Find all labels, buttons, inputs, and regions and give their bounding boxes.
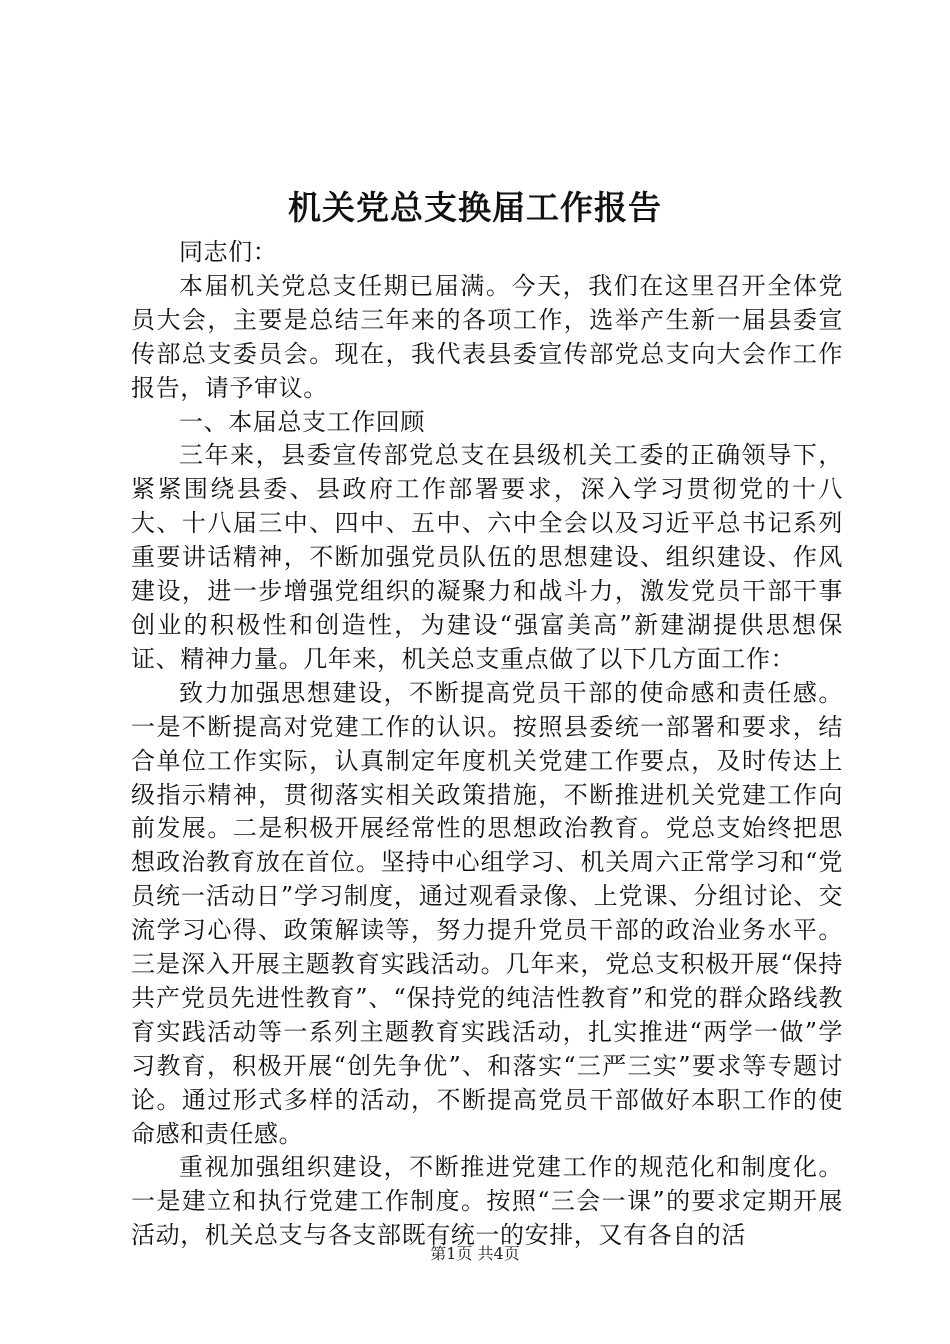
section-heading: 一、本届总支工作回顾 [179, 407, 425, 436]
ideology-paragraph: 致力加强思想建设，不断提高党员干部的使命感和责任感。一是不断提高对党建工作的认识。按照县委统一部署和要求，结合单位工作实际，认真制定年度机关党建工作要点，及时传达上级指示精神，贯彻落实相关政策措施，不断推进机关党建工作向前发展。二是积极开展经常性的思想政治教育。党总支始终把思想政治教育放在首位。坚持中心组学习、机关周六正常学习和“党员统一活动日”学习制度，通过观看录像、上党课、分组讨论、交流学习心得、政策解读等，努力提升党员干部的政治业务水平。三是深入开展主题教育实践活动。几年来，党总支积极开展“保持共产党员先进性教育”、“保持党的纯洁性教育”和党的群众路线教育实践活动等一系列主题教育实践活动，扎实推进“两学一做”学习教育，积极开展“创先争优”、和落实“三严三实”要求等专题讨论。通过形式多样的活动，不断提高党员干部做好本职工作的使命感和责任感。 [131, 678, 843, 1148]
page-footer [0, 1243, 950, 1265]
review-paragraph: 三年来，县委宣传部党总支在县级机关工委的正确领导下，紧紧围绕县委、县政府工作部署要求，深入学习贯彻党的十八大、十八届三中、四中、五中、六中全会以及习近平总书记系列重要讲话精神，不断加强党员队伍的思想建设、组织建设、作风建设，进一步增强党组织的凝聚力和战斗力，激发党员干部干事创业的积极性和创造性，为建设“强富美高”新建湖提供思想保证、精神力量。几年来，机关总支重点做了以下几方面工作： [131, 441, 843, 673]
document-body [131, 236, 843, 1253]
page-number: 第1页 共4页 [430, 1244, 520, 1263]
salutation-paragraph: 同志们： [179, 238, 278, 266]
intro-paragraph: 本届机关党总支任期已届满。今天，我们在这里召开全体党员大会，主要是总结三年来的各项工作，选举产生新一届县委宣传部总支委员会。现在，我代表县委宣传部党总支向大会作工作报告，请予审议。 [131, 271, 843, 402]
organization-paragraph: 重视加强组织建设，不断推进党建工作的规范化和制度化。一是建立和执行党建工作制度。按照“三会一课”的要求定期开展活动，机关总支与各支部既有统一的安排，又有各自的活 [131, 1153, 843, 1250]
document-title: 机关党总支换届工作报告 [288, 188, 662, 227]
